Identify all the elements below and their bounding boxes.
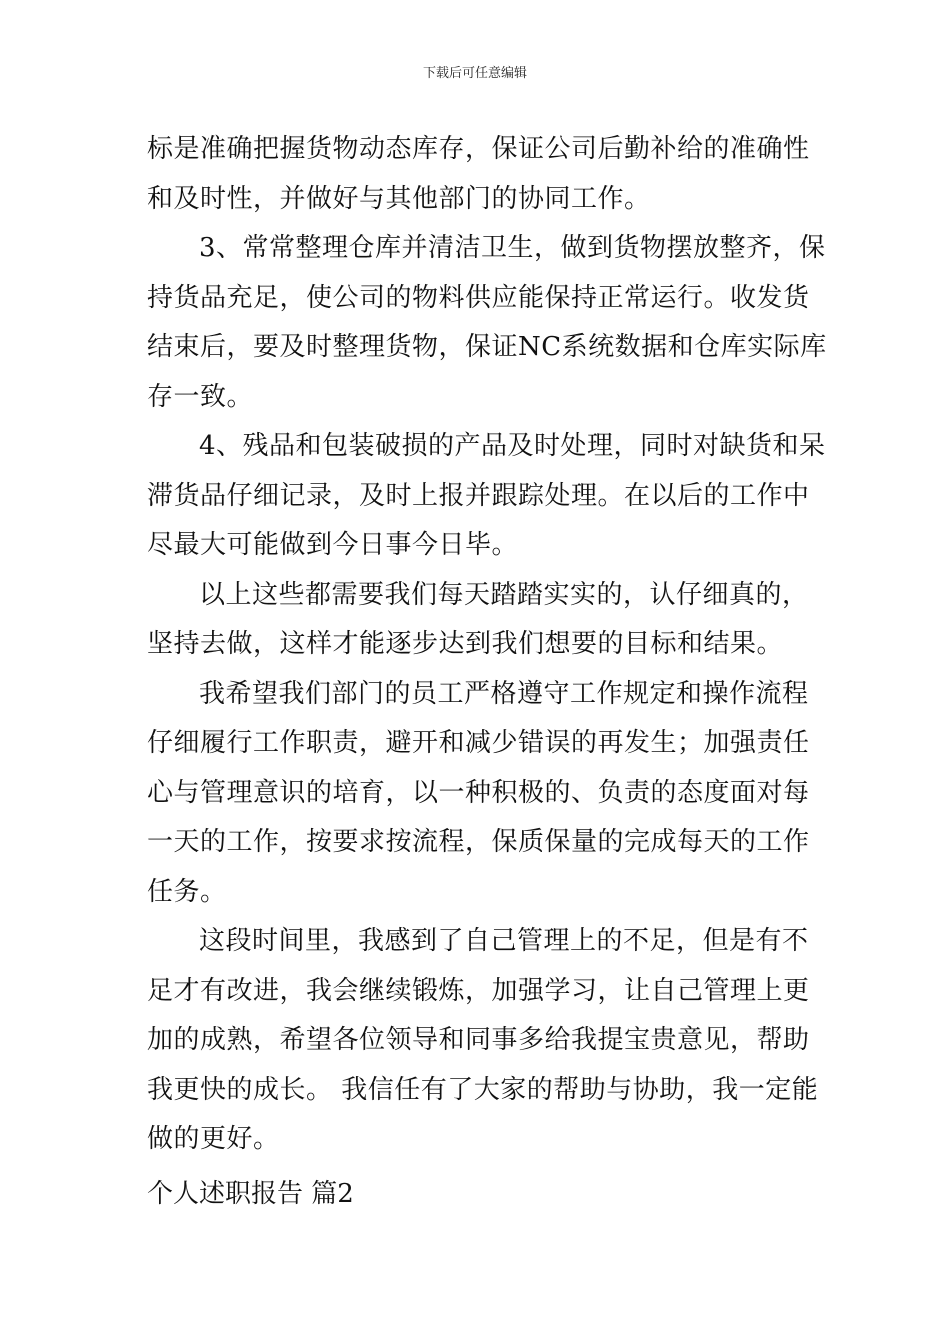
paragraph-line: 这段时间里，我感到了自己管理上的不足，但是有不 — [199, 926, 809, 956]
section-title: 个人述职报告 篇2 — [147, 1179, 354, 1209]
paragraph-line: 结束后，要及时整理货物，保证NC系统数据和仓库实际库 — [147, 332, 827, 362]
paragraph-line: 坚持去做，这样才能逐步达到我们想要的目标和结果。 — [147, 629, 784, 659]
paragraph-line: 持货品充足，使公司的物料供应能保持正常运行。收发货 — [147, 282, 810, 313]
paragraph-line: 加的成熟，希望各位领导和同事多给我提宝贵意见，帮助 — [147, 1025, 810, 1055]
paragraph-line: 心与管理意识的培育，以一种积极的、负责的态度面对每 — [147, 777, 810, 808]
page-header: 下载后可任意编辑 — [422, 66, 527, 81]
paragraph-line: 标是准确把握货物动态库存，保证公司后勤补给的准确性 — [147, 134, 810, 164]
paragraph-line: 仔细履行工作职责，避开和减少错误的再发生；加强责任 — [147, 728, 810, 758]
paragraph-line: 尽最大可能做到今日事今日毕。 — [147, 530, 519, 560]
paragraph-line: 我更快的成长。 我信任有了大家的帮助与协助，我一定能 — [147, 1074, 819, 1105]
paragraph-line: 和及时性，并做好与其他部门的协同工作。 — [147, 183, 651, 214]
paragraph-line: 以上这些都需要我们每天踏踏实实的，认仔细真的， — [199, 579, 809, 610]
paragraph-line: 3、常常整理仓库并清洁卫生，做到货物摆放整齐，保 — [199, 233, 826, 263]
paragraph-line: 任务。 — [147, 876, 227, 907]
paragraph-line: 足才有改进，我会继续锻炼，加强学习，让自己管理上更 — [147, 975, 810, 1006]
paragraph-line: 滞货品仔细记录，及时上报并跟踪处理。在以后的工作中 — [147, 480, 810, 511]
paragraph-line: 一天的工作，按要求按流程，保质保量的完成每天的工作 — [147, 827, 810, 857]
paragraph-line: 4、残品和包装破损的产品及时处理，同时对缺货和呆 — [199, 431, 826, 461]
document-body — [147, 125, 827, 1165]
paragraph-line: 存一致。 — [147, 381, 254, 412]
paragraph-line: 我希望我们部门的员工严格遵守工作规定和操作流程 — [199, 678, 809, 709]
paragraph-line: 做的更好。 — [147, 1124, 280, 1154]
